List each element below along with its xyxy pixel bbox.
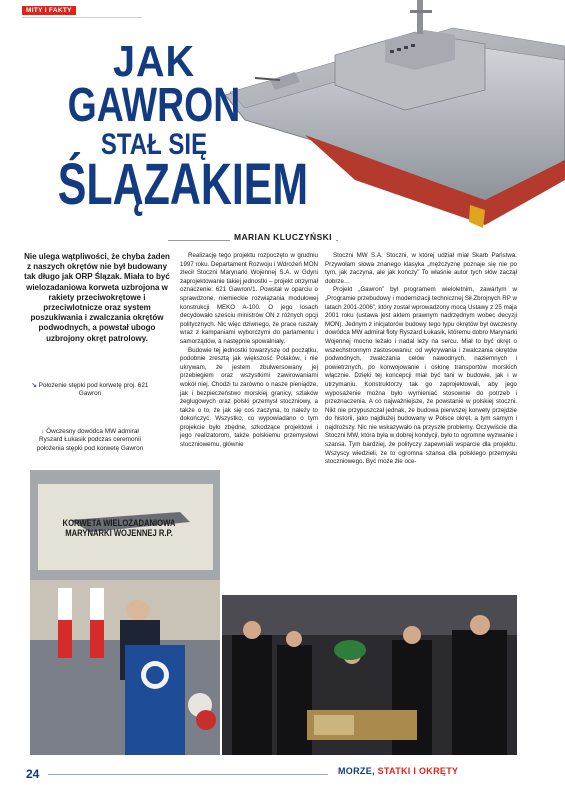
lead-paragraph: Nie ulega wątpliwości, że chyba żaden z naszych okrętów nie był budowany tak długo jak ORP Ślązak. Miała to być wielozadaniowa korweta uzbrojona w rakiety przeciwokrętowe i przeciwlotnicze oraz system poszukiwania i zwalczania okrętów podwodnych, a powstał ubogo uzbrojony okręt patrolowy.	[24, 252, 170, 343]
footer-rule	[48, 774, 328, 775]
title-line-1: JAK	[113, 37, 195, 86]
arrow-down-icon: ↘	[31, 382, 37, 389]
magazine-name	[338, 766, 458, 776]
body-paragraph: Projekt „Gawron” był programem wieloletnim, zawartym w „Programie przebudowy i modernizacji technicznej Sił Zbrojnych RP w latach 2001-2006”, który został wprowadzony mocą Ustawy z 25 maja 2001 roku (ustawa jest aktem prawnym nadrzędnym wobec decyzji MON). Jednym z inicjatorów budowy tego typu okrętów był ówczesny dowódca MW admirał floty Ryszard Łukasik, któremu dobro Marynarki Wojennej mocno leżało i nadal leży na sercu. Miał to być okręt o wszechstronnym zastosowaniu: od wykrywania i zwalczania okrętów podwodnych, zwalczania celów nawodnych, naziemnych i powietrznych, po konwojowanie i osłonę transportów morskich włącznie. Dzięki tej koncepcji miał być tani w budowie, jak i w utrzymaniu. Konstruktorzy tak go zaprojektowali, aby jego wyposażenie można było wymieniać stosownie do potrzeb i przeznaczenia. A co najważniejsze, że powstanie w polskiej stoczni. Nikt nie przypuszczał jednak, że budowa pierwszej korwety przejdzie do historii, jako najdłużej budowany w Polsce okręt, a tym samym i najdroższy. Nic nie wskazywało na przyszłe problemy. Oczywiście dla Stoczni MW, która była w dobrej kondycji, było to ogromne wyzwanie i szansa. Tym bardziej, że polityczy zapewniali wsparcie dla projektu. Wszyscy wiedzieli, że to ogromna szansa dla polskiego przemysłu stoczniowego. Być może źle oce-	[325, 286, 517, 466]
caption-commander	[30, 428, 150, 453]
caption-commander-text: Ówczesny dowódca MW admirał Ryszard Łukasik podczas ceremonii położenia stępki pod korwetę Gawron	[36, 428, 144, 452]
banner-text	[47, 518, 192, 538]
banner-line-1: KORWETA WIELOZADANIOWA	[62, 518, 176, 528]
magazine-name-part-1: MORZE,	[338, 766, 375, 776]
magazine-name-part-2: STATKI I OKRĘTY	[377, 766, 459, 776]
body-column-3	[325, 252, 517, 467]
caption-ship	[30, 382, 150, 399]
title-line-3: STAŁ SIĘ	[100, 128, 208, 161]
body-paragraph: Stoczni MW S.A. Stoczni, w której udział miał Skarb Państwa. Przywołam słowa znanego klasyka „mężczyznę poznaje się nie po tym, jak zaczyna, ale jak kończy” To właśnie autor tych słów zaczął dobrze…	[325, 252, 517, 285]
photo-ceremony-podium	[30, 470, 220, 755]
body-column-2	[180, 252, 318, 450]
caption-ship-text: Położenie stępki pod korwetę proj. 621 Gawron	[38, 382, 149, 398]
body-paragraph: Budowie tej jednostki towarzyszę od początku, podobnie zresztą jak większość Polaków, i nie ukrywam, że jestem zbulwersowany jej przebiegiem oraz wszystkimi zawirowaniami wokół niej. Chodzi tu zarówno o nasze pieniądze, jak i bezpieczeństwo morskiej granicy, szlaków żeglugowych oraz polski przemysł stoczniowy, a także o to, że jak się coś zaczyna, to należy to dokończyć. Wszystko, co wypowiadano o tym projekcie było zbędne, szkodzące projektowi i jego realizatorom, także polskiemu przemysłowi stoczniowemu, głównie	[180, 346, 318, 449]
page-number: 24	[26, 767, 40, 781]
title-line-2: GAWRON	[67, 79, 241, 132]
arrow-down-icon: ↓	[41, 428, 45, 435]
section-tag: MITY I FAKTY	[22, 6, 76, 15]
photo-keel-laying	[222, 595, 517, 755]
header-rule	[22, 17, 142, 18]
title-line-4: ŚLĄZAKIEM	[57, 152, 309, 217]
body-paragraph: Realizację tego projektu rozpoczęto w grudniu 1997 roku. Departament Rozwoju i Wdrożeń MON zlecił Stoczni Marynarki Wojennej S.A. w Gdyni zaprojektowanie takiej jednostki – projekt otrzymał oznaczenie: 621 Gawron/1. Powstał w oparciu o sprawdzone, niemieckie rozwiązania modułowej konstrukcji MEKO A-100. O jego losach decydowało sześciu ministrów ON z różnych opcji politycznych. Nic więc dziwnego, że prace ruszały wraz z kampaniami wyborczymi do parlamentu i samorządów, a następnie spowalniały.	[180, 252, 318, 345]
banner-line-2: MARYNARKI WOJENNEJ R.P.	[65, 528, 173, 538]
article-title	[24, 37, 309, 217]
byline: MARIAN KLUCZYŃSKI	[230, 232, 336, 242]
